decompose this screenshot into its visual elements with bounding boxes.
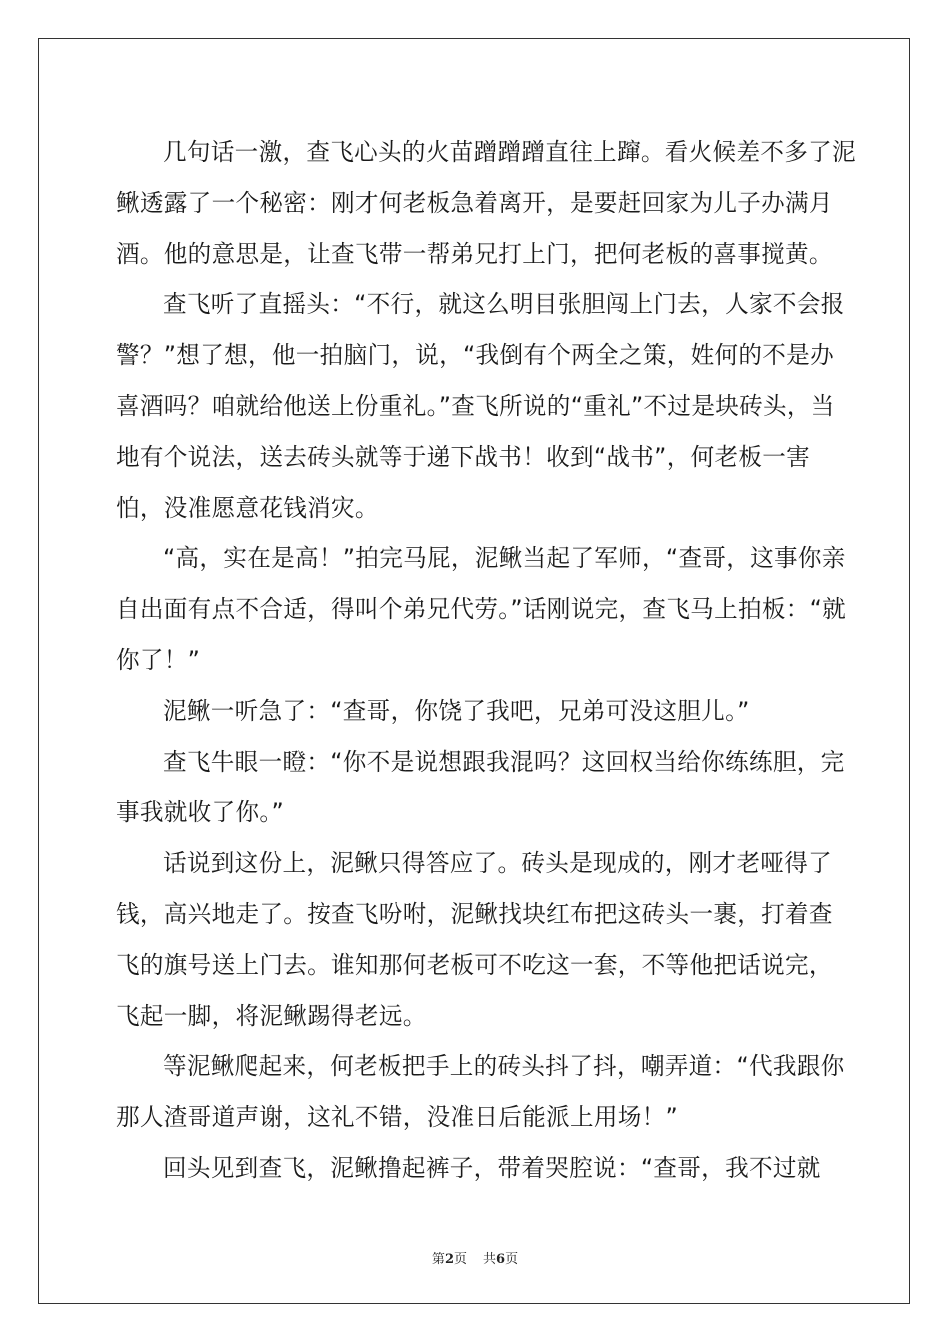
paragraph-7: 等泥鳅爬起来，何老板把手上的砖头抖了抖，嘲弄道：“代我跟你那人渣哥道声谢，这礼不错，没准日后能派上用场！” — [116, 1052, 845, 1132]
paragraph-2: 查飞听了直摇头：“不行，就这么明目张胆闯上门去，人家不会报警？”想了想，他一拍脑门，说，“我倒有个两全之策，姓何的不是办喜酒吗？咱就给他送上份重礼。”查飞所说的“重礼”不过是块砖头，当地有个说法，送去砖头就等于递下战书！收到“战书”，何老板一害怕，没准愿意花钱消灾。 — [116, 290, 845, 522]
page-prefix: 第 — [431, 1252, 445, 1267]
paragraph-8: 回头见到查飞，泥鳅撸起裤子，带着哭腔说：“查哥，我不过就 — [163, 1153, 821, 1182]
page-footer — [0, 1248, 950, 1267]
total-prefix: 共 — [483, 1252, 497, 1267]
total-suffix: 页 — [505, 1252, 519, 1267]
total-pages-number: 6 — [496, 1252, 506, 1267]
current-page-number: 2 — [444, 1252, 454, 1267]
paragraph-6: 话说到这份上，泥鳅只得答应了。砖头是现成的，刚才老哑得了钱，高兴地走了。按查飞吩咐，泥鳅找块红布把这砖头一裹，打着查飞的旗号送上门去。谁知那何老板可不吃这一套，不等他把话说完，飞起一脚，将泥鳅踢得老远。 — [116, 849, 833, 1030]
document-body — [116, 127, 856, 1194]
paragraph-5: 查飞牛眼一瞪：“你不是说想跟我混吗？这回权当给你练练胆，完事我就收了你。” — [116, 747, 845, 827]
paragraph-1: 几句话一激，查飞心头的火苗蹭蹭蹭直往上蹿。看火候差不多了泥鳅透露了一个秘密：刚才何老板急着离开，是要赶回家为儿子办满月酒。他的意思是，让查飞带一帮弟兄打上门，把何老板的喜事搅黄。 — [116, 138, 856, 268]
page-suffix: 页 — [453, 1252, 467, 1267]
paragraph-4: 泥鳅一听急了：“查哥，你饶了我吧，兄弟可没这胆儿。” — [163, 696, 750, 725]
paragraph-3: “高，实在是高！”拍完马屁，泥鳅当起了军师，“查哥，这事你亲自出面有点不合适，得叫个弟兄代劳。”话刚说完，查飞马上拍板：“就你了！” — [116, 544, 847, 674]
